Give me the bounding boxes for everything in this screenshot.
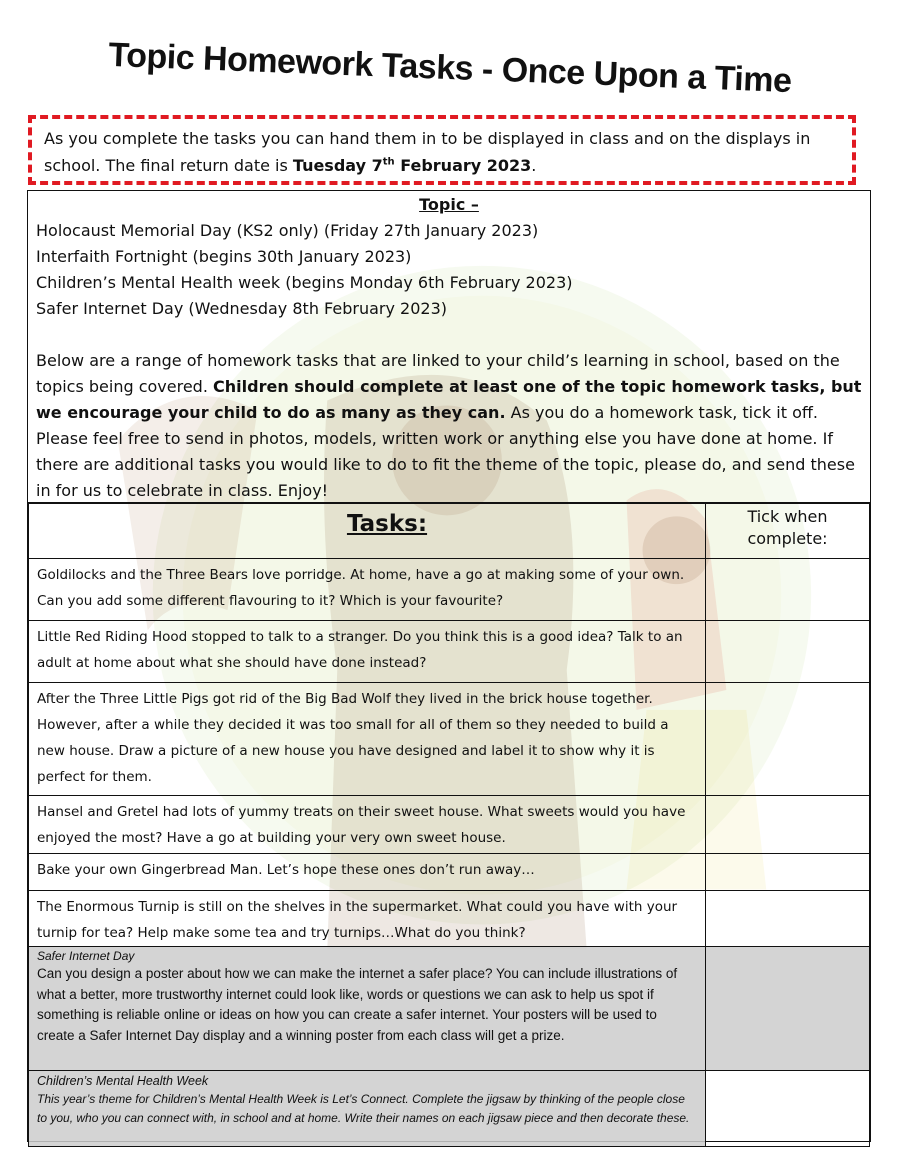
table-row [29, 891, 870, 947]
topic-heading: Topic – [419, 195, 479, 214]
table-row [29, 796, 870, 854]
task-enormous-turnip: The Enormous Turnip is still on the shelves in the supermarket. What could you have with your turnip for tea? Help make some tea and try turnips…What do you think? [29, 891, 706, 947]
task-goldilocks: Goldilocks and the Three Bears love porridge. At home, have a go at making some of your own. Can you add some different flavouring to it? Which is your favourite? [29, 559, 706, 621]
mental-health-title: Children’s Mental Health Week [37, 1074, 209, 1088]
page-title: Topic Homework Tasks - Once Upon a Time [107, 35, 793, 101]
return-date-notice [28, 115, 856, 185]
event-interfaith-fortnight: Interfaith Fortnight (begins 30th January 2023) [36, 247, 412, 266]
notice-date-day: Tuesday 7 [292, 156, 383, 175]
event-holocaust-memorial-day: Holocaust Memorial Day (KS2 only) (Friday 27th January 2023) [36, 221, 539, 240]
instructions-text: Below are a range of homework tasks that are linked to your child’s learning in school, based on the topics being covered. [36, 351, 840, 396]
task-mental-health-week [29, 1071, 706, 1147]
task-gingerbread-man: Bake your own Gingerbread Man. Let’s hope these ones don’t run away… [29, 854, 706, 891]
event-safer-internet-day: Safer Internet Day (Wednesday 8th February 2023) [36, 299, 447, 318]
notice-date-suffix: th [382, 156, 395, 168]
notice-end: . [531, 156, 537, 175]
tick-box-hansel-and-gretel[interactable] [706, 796, 870, 854]
tick-box-enormous-turnip[interactable] [706, 891, 870, 947]
homework-document [27, 190, 871, 1142]
task-hansel-and-gretel: Hansel and Gretel had lots of yummy treats on their sweet house. What sweets would you have enjoyed the most? Have a go at building your very own sweet house. [29, 796, 706, 854]
tasks-header: Tasks: [346, 511, 428, 537]
task-three-little-pigs: After the Three Little Pigs got rid of the Big Bad Wolf they lived in the brick house together. However, after a while they decided it was too small for all of them so they needed to build a new house. Draw a picture of a new house you have designed and label it to show why it is perfect for them. [29, 683, 706, 796]
notice-text: As you complete the tasks you can hand them in to be displayed in class and on the displays in school. The final return date is [44, 129, 811, 175]
tick-box-safer-internet-day[interactable] [706, 947, 870, 1071]
table-row [29, 947, 870, 1071]
table-row [29, 854, 870, 891]
table-row [29, 683, 870, 796]
tasks-header-row [29, 504, 870, 559]
title-area [0, 35, 900, 101]
task-red-riding-hood: Little Red Riding Hood stopped to talk to a stranger. Do you think this is a good idea? Talk to an adult at home about what she should have done instead? [29, 621, 706, 683]
tick-header-cell [706, 504, 870, 559]
safer-internet-body: Can you design a poster about how we can make the internet a safer place? You can include illustrations of what a better, more trustworthy internet could look like, words or questions we can ask to help us spot if something is reliable online or ideas on how you can create a safer internet. Your posters will be used to create a Safer Internet Day display and a winning poster from each class will get a prize. [37, 966, 678, 1043]
tasks-header-cell [29, 504, 706, 559]
tasks-table [28, 503, 870, 1147]
table-row [29, 1071, 870, 1147]
event-mental-health-week: Children’s Mental Health week (begins Monday 6th February 2023) [36, 273, 573, 292]
tick-box-three-little-pigs[interactable] [706, 683, 870, 796]
tick-box-goldilocks[interactable] [706, 559, 870, 621]
topic-section [28, 191, 870, 503]
tick-box-red-riding-hood[interactable] [706, 621, 870, 683]
instructions-paragraph [36, 348, 862, 504]
tick-header: Tick when complete: [747, 507, 828, 548]
tick-box-gingerbread-man[interactable] [706, 854, 870, 891]
task-safer-internet-day [29, 947, 706, 1071]
instructions-text-end: As you do a homework task, tick it off. Please feel free to send in photos, models, written work or anything else you have done at home. If there are additional tasks you would like to do to fit the theme of the topic, please do, and send these in for us to celebrate in class. Enjoy! [36, 403, 855, 500]
table-row [29, 621, 870, 683]
instructions-bold: Children should complete at least one of the topic homework tasks, but we encourage your child to do as many as they can. [36, 377, 862, 422]
notice-date-rest: February 2023 [394, 156, 532, 175]
tick-box-mental-health-week[interactable] [706, 1071, 870, 1147]
table-row [29, 559, 870, 621]
safer-internet-title: Safer Internet Day [37, 949, 135, 963]
mental-health-body: This year’s theme for Children’s Mental Health Week is Let’s Connect. Complete the jigsaw by thinking of the people close to you, who you can connect with, in school and at home. Write their names on each jigsaw piece and then decorate these. [37, 1092, 690, 1125]
